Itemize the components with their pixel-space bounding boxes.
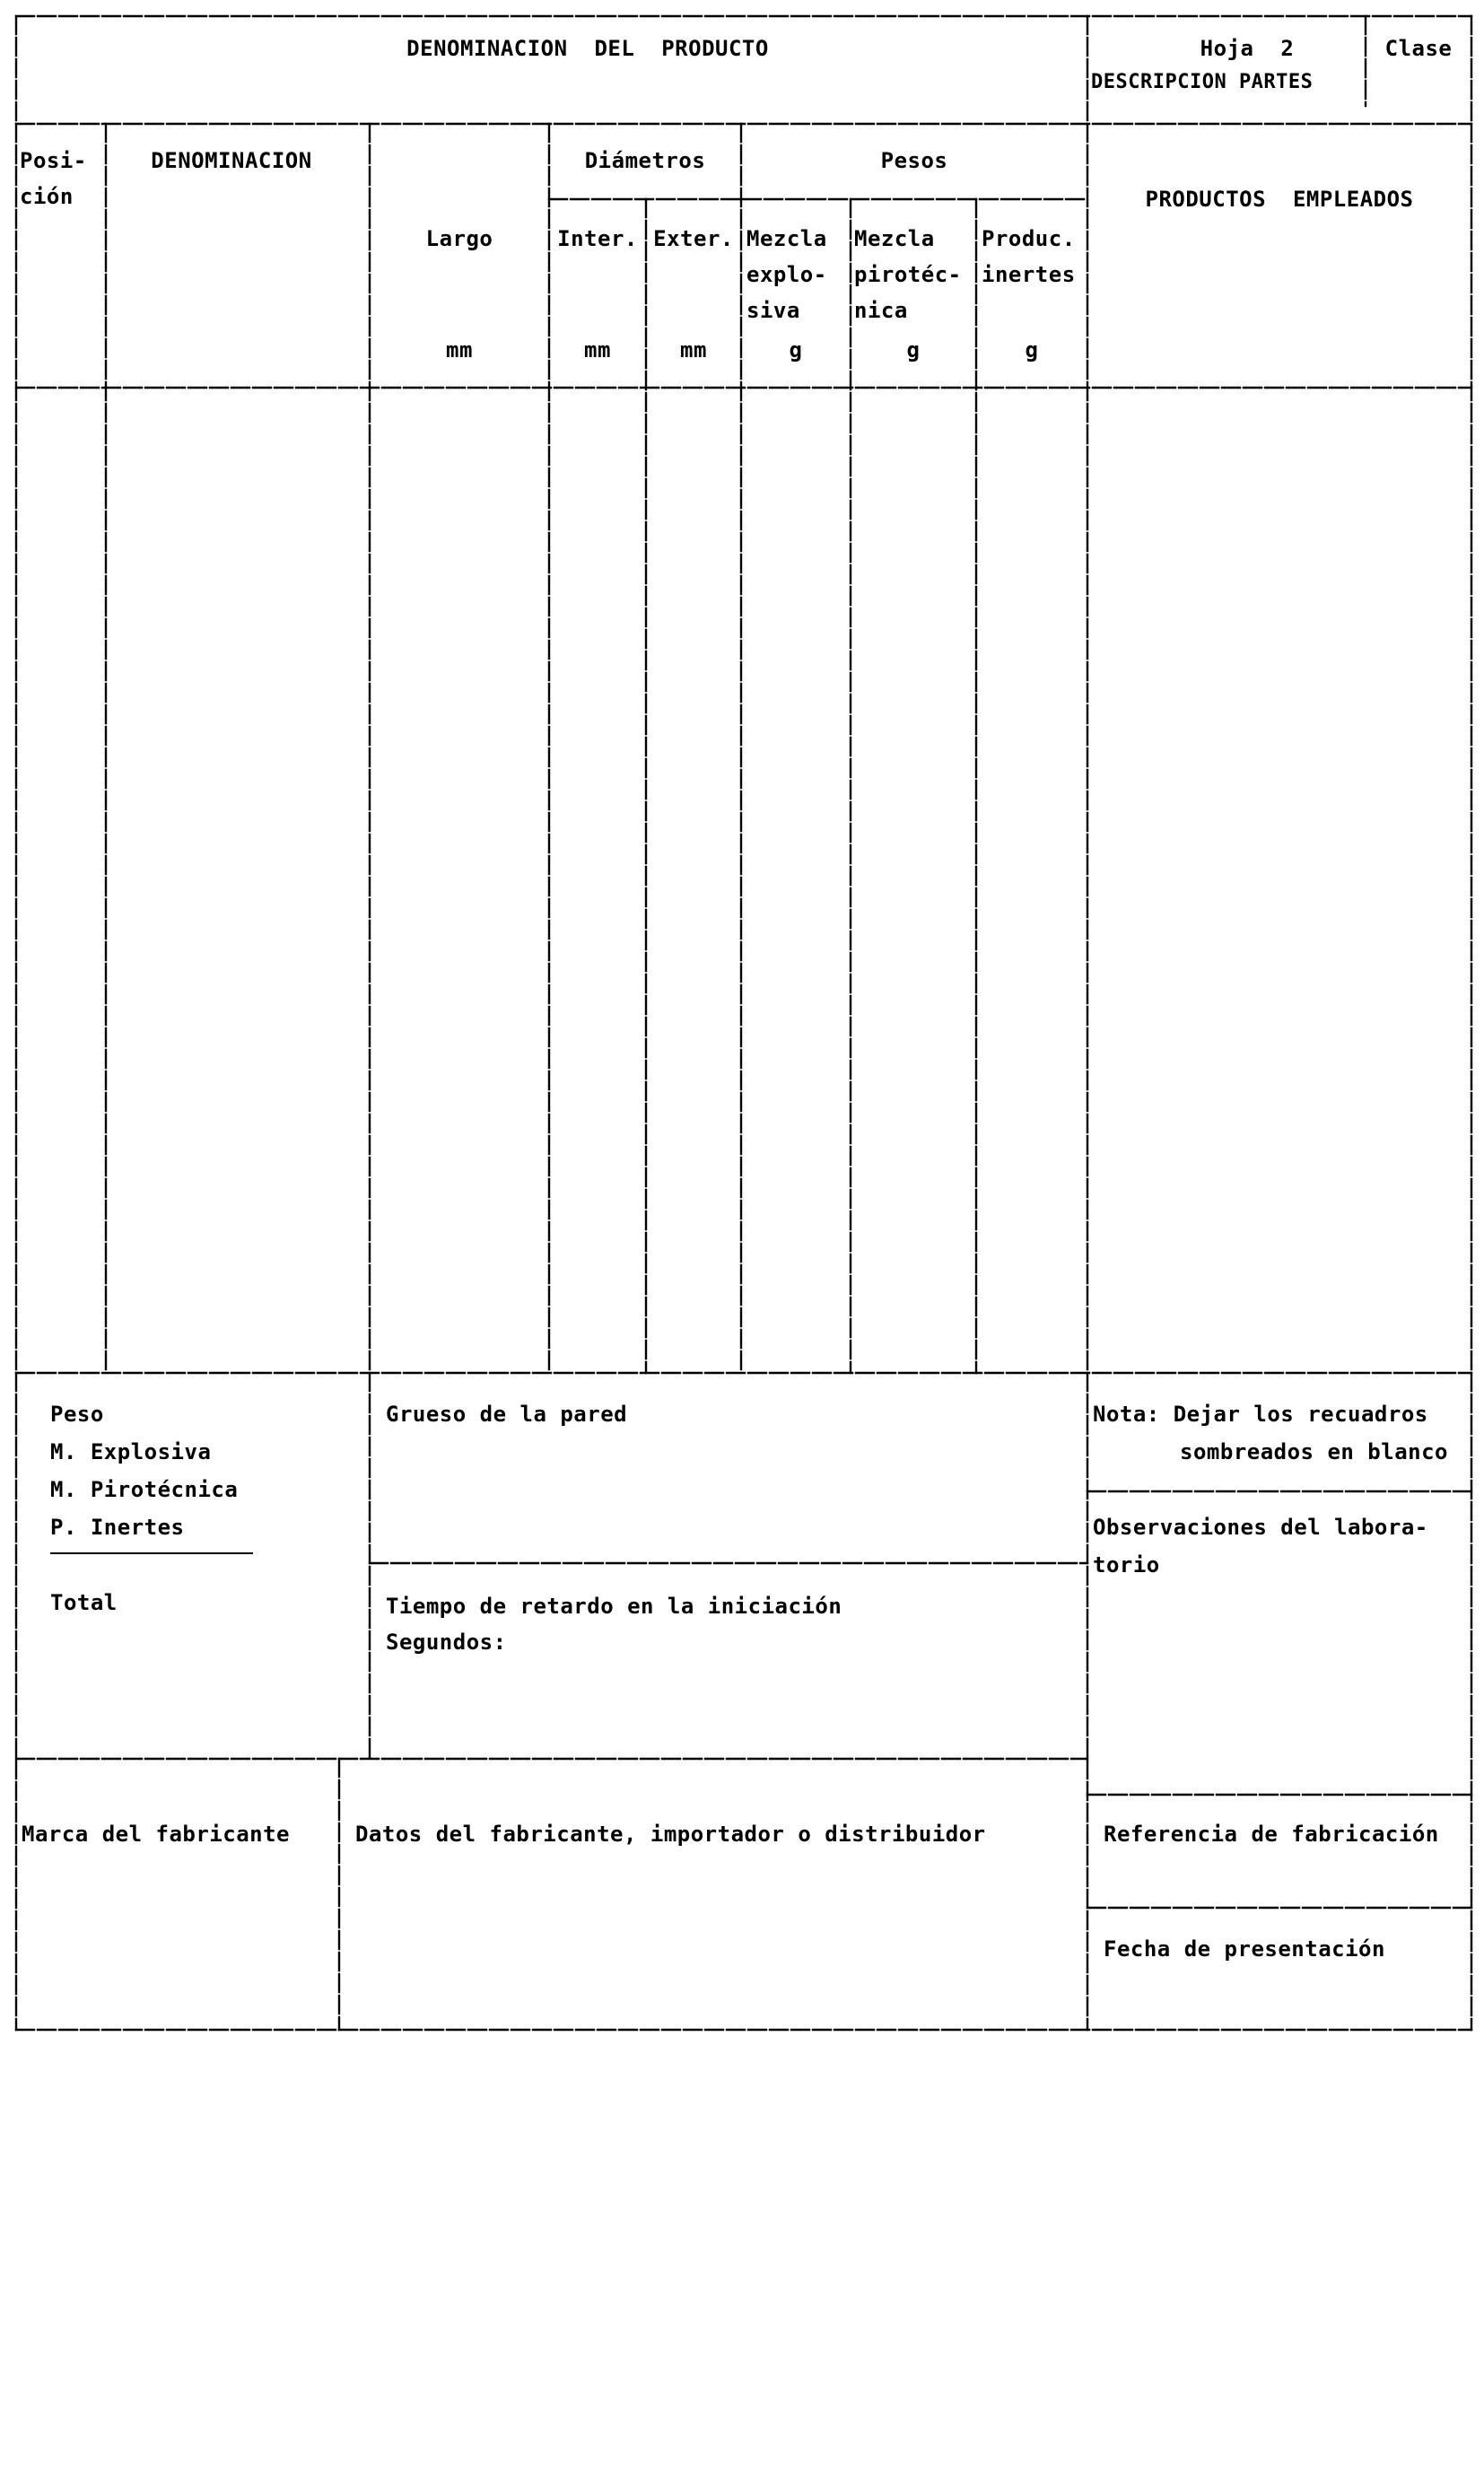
pyro-mix-header-line-2: pirotéc- — [854, 262, 962, 287]
pyro-mix-unit: g — [906, 337, 921, 363]
outer-diameter-unit: mm — [680, 337, 707, 363]
manufacturer-data-label: Datos del fabricante, importador o distribuidor — [355, 1822, 986, 1847]
class-label: Clase — [1384, 36, 1453, 61]
explosive-mix-header-line-1: Mezcla — [746, 226, 827, 251]
wall-thickness-label: Grueso de la pared — [386, 1402, 628, 1427]
outer-diameter-header: Exter. — [653, 226, 734, 251]
sheet-number-label: Hoja 2 — [1200, 36, 1295, 61]
weight-title: Peso — [50, 1402, 104, 1427]
explosive-mix-unit: g — [789, 337, 803, 363]
sheet-subtitle: DESCRIPCION PARTES — [1091, 71, 1314, 93]
inner-diameter-unit: mm — [584, 337, 611, 363]
submission-date-label: Fecha de presentación — [1104, 1936, 1385, 1962]
pyro-mix-header-line-3: nica — [854, 298, 908, 323]
explosive-mix-header-line-2: explo- — [746, 262, 827, 287]
weight-item-pyrotechnic: M. Pirotécnica — [50, 1477, 239, 1502]
note-line-2: sombreados en blanco — [1180, 1439, 1448, 1464]
products-used-header: PRODUCTOS EMPLEADOS — [1145, 187, 1414, 212]
product-name-label: DENOMINACION DEL PRODUCTO — [406, 36, 769, 61]
weight-item-inert: P. Inertes — [50, 1515, 185, 1540]
total-label: Total — [50, 1590, 118, 1615]
explosive-mix-header-line-3: siva — [746, 298, 800, 323]
lab-observations-line-2: torio — [1093, 1552, 1160, 1578]
weights-group-header: Pesos — [880, 148, 948, 173]
inner-diameter-header: Inter. — [557, 226, 638, 251]
lab-observations-line-1: Observaciones del labora- — [1093, 1515, 1428, 1540]
length-column-header: Largo — [425, 226, 493, 251]
inert-products-unit: g — [1025, 337, 1039, 363]
pyro-mix-header-line-1: Mezcla — [854, 226, 935, 251]
delay-label: Tiempo de retardo en la iniciación — [386, 1594, 842, 1619]
inert-products-header-line-1: Produc. — [982, 226, 1076, 251]
inert-products-header-line-2: inertes — [982, 262, 1076, 287]
manufacturing-reference-label: Referencia de fabricación — [1104, 1822, 1439, 1847]
weight-item-explosive: M. Explosiva — [50, 1439, 212, 1464]
position-header-line-1: Posi- — [20, 148, 87, 173]
diameters-group-header: Diámetros — [584, 148, 706, 173]
length-unit: mm — [446, 337, 473, 363]
position-header-line-2: ción — [20, 184, 74, 209]
total-rule — [50, 1552, 253, 1554]
delay-seconds-label: Segundos: — [386, 1630, 507, 1655]
manufacturer-brand-label: Marca del fabricante — [22, 1822, 290, 1847]
note-line-1: Nota: Dejar los recuadros — [1093, 1402, 1428, 1427]
name-column-header: DENOMINACION — [151, 148, 312, 173]
